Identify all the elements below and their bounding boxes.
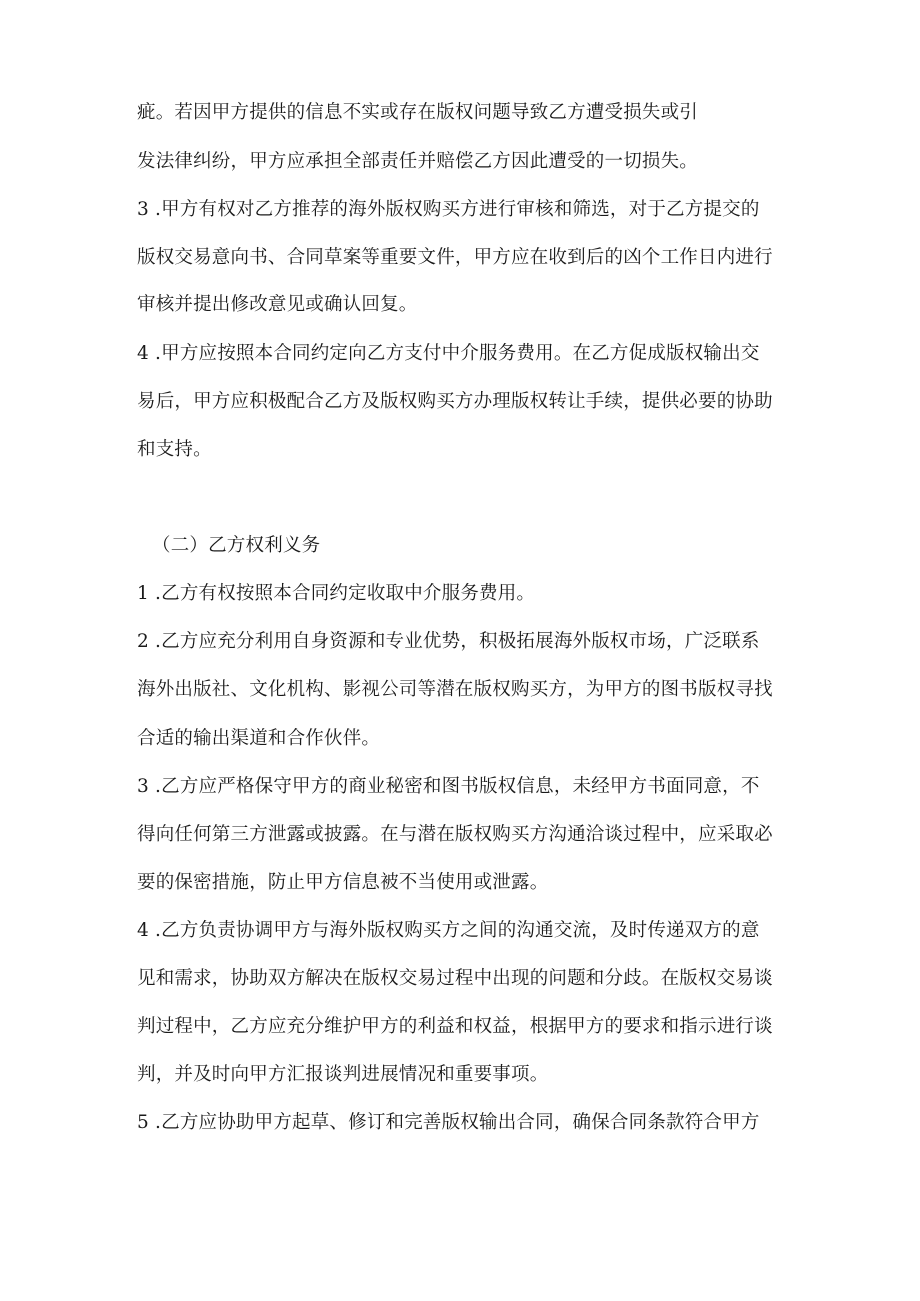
text-line: 4 .乙方负责协调甲方与海外版权购买方之间的沟通交流，及时传递双方的意 xyxy=(137,920,760,941)
text-line: 合适的输出渠道和合作伙伴。 xyxy=(137,728,381,749)
text-line: 发法律纠纷，甲方应承担全部责任并赔偿乙方因此遭受的一切损失。 xyxy=(137,151,699,172)
text-line: 3 .甲方有权对乙方推荐的海外版权购买方进行审核和筛选，对于乙方提交的 xyxy=(137,199,760,220)
text-line: 见和需求，协助双方解决在版权交易过程中出现的问题和分歧。在版权交易谈 xyxy=(137,968,773,989)
text-line: 审核并提出修改意见或确认回复。 xyxy=(137,294,418,315)
text-line: 3 .乙方应严格保守甲方的商业秘密和图书版权信息，未经甲方书面同意，不 xyxy=(137,776,760,797)
text-line: 海外出版社、文化机构、影视公司等潜在版权购买方，为甲方的图书版权寻找 xyxy=(137,679,773,700)
text-line: 判，并及时向甲方汇报谈判进展情况和重要事项。 xyxy=(137,1064,549,1085)
text-line: 易后，甲方应积极配合乙方及版权购买方办理版权转让手续，提供必要的协助 xyxy=(137,391,773,412)
text-line: 2 .乙方应充分利用自身资源和专业优势，积极拓展海外版权市场，广泛联系 xyxy=(137,631,760,652)
text-line: 1 .乙方有权按照本合同约定收取中介服务费用。 xyxy=(137,583,536,604)
text-line: 判过程中，乙方应充分维护甲方的利益和权益，根据甲方的要求和指示进行谈 xyxy=(137,1016,773,1037)
text-line: 疵。若因甲方提供的信息不实或存在版权问题导致乙方遭受损失或引 xyxy=(137,102,699,123)
section-heading: （二）乙方权利义务 xyxy=(152,535,321,556)
text-line: 5 .乙方应协助甲方起草、修订和完善版权输出合同，确保合同条款符合甲方 xyxy=(137,1112,760,1133)
text-line: 4 .甲方应按照本合同约定向乙方支付中介服务费用。在乙方促成版权输出交 xyxy=(137,343,760,364)
text-line: 版权交易意向书、合同草案等重要文件，甲方应在收到后的凶个工作日内进行 xyxy=(137,247,773,268)
text-line: 要的保密措施，防止甲方信息被不当使用或泄露。 xyxy=(137,872,549,893)
text-line: 得向任何第三方泄露或披露。在与潜在版权购买方沟通洽谈过程中，应采取必 xyxy=(137,824,773,845)
text-line: 和支持。 xyxy=(137,439,212,460)
